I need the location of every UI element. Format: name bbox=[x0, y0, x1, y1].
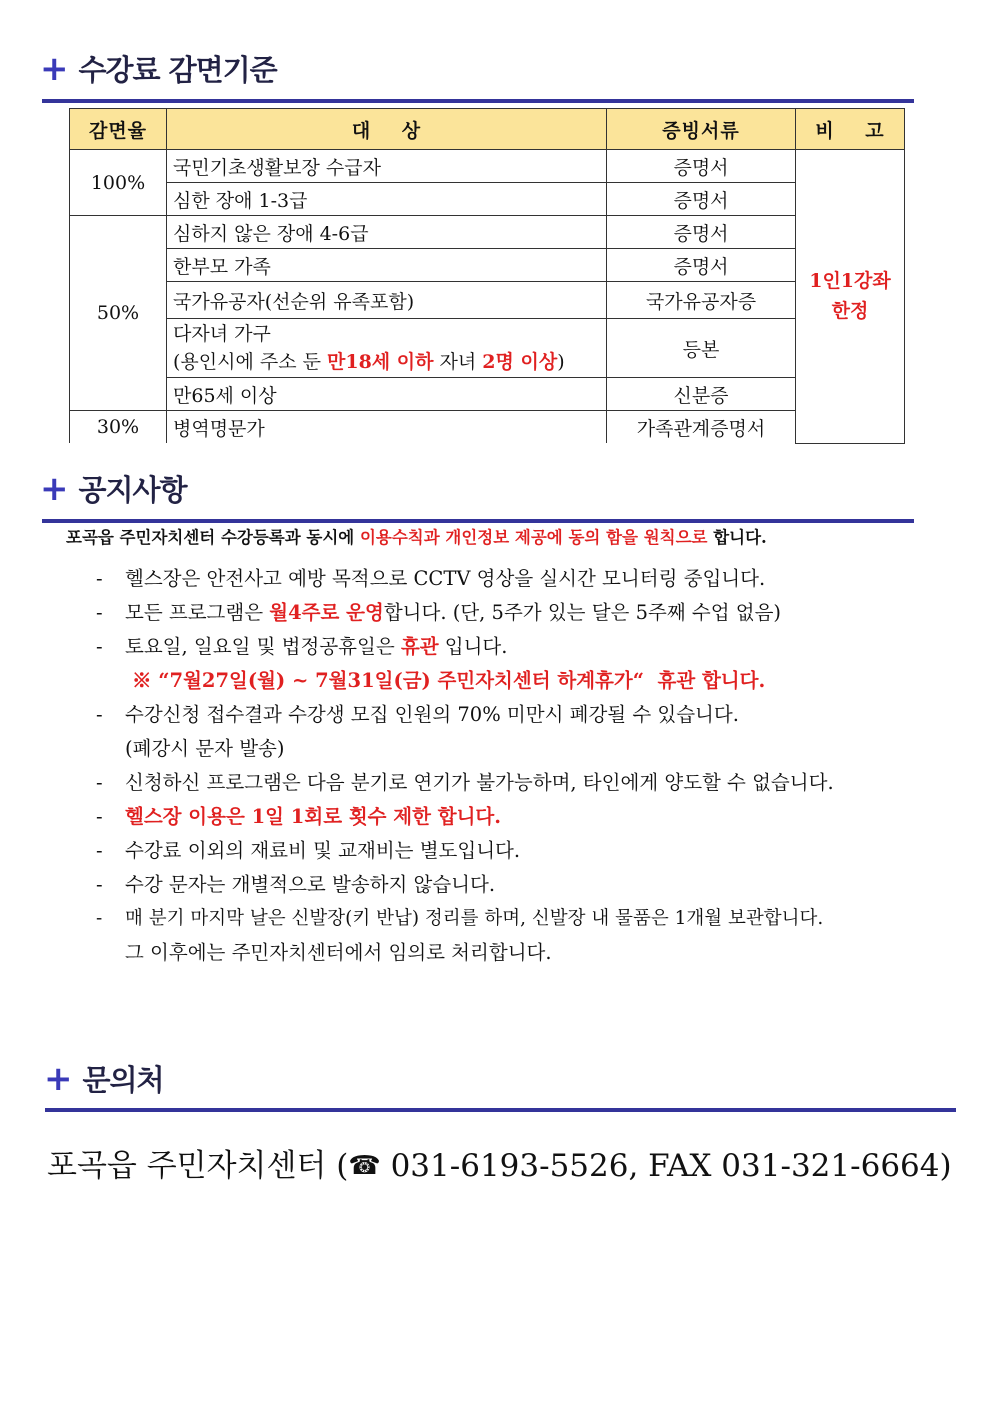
doc-cell: 국가유공자증 bbox=[607, 282, 796, 319]
item-text: 헬스장은 안전사고 예방 목적으로 CCTV 영상을 실시간 모니터링 중입니다. bbox=[125, 567, 766, 590]
contact-org: 포곡읍 주민자치센터 ( bbox=[47, 1148, 349, 1184]
doc-cell: 증명서 bbox=[607, 216, 796, 249]
dash-bullet: - bbox=[96, 908, 103, 929]
contact-numbers: 031-6193-5526, FAX 031-321-6664) bbox=[380, 1148, 952, 1184]
item-text: 토요일, 일요일 및 법정공휴일은 bbox=[125, 635, 401, 658]
list-item bbox=[96, 902, 936, 936]
rate-cell: 30% bbox=[70, 411, 167, 444]
item-text: 모든 프로그램은 bbox=[125, 601, 270, 624]
list-item bbox=[96, 698, 936, 732]
list-item bbox=[96, 664, 936, 698]
target-text: ) bbox=[557, 351, 565, 373]
target-cell: 만65세 이상 bbox=[167, 378, 607, 411]
dash-bullet: - bbox=[96, 567, 103, 590]
target-text: (용인시에 주소 둔 bbox=[173, 351, 328, 373]
target-highlight: 2명 이상 bbox=[482, 351, 558, 373]
phone-icon: ☎ bbox=[348, 1151, 381, 1181]
item-text: 수강신청 접수결과 수강생 모집 인원의 70% 미만시 폐강될 수 있습니다. bbox=[125, 703, 739, 726]
doc-cell: 증명서 bbox=[607, 249, 796, 282]
item-highlight: 헬스장 이용은 1일 1회로 횟수 제한 합니다. bbox=[125, 805, 502, 828]
item-highlight: 월4주로 운영 bbox=[269, 601, 384, 624]
rate-cell: 50% bbox=[70, 216, 167, 411]
plus-icon: + bbox=[40, 468, 69, 509]
target-cell: 국가유공자(선순위 유족포함) bbox=[167, 282, 607, 319]
table-row bbox=[70, 319, 905, 378]
target-cell: 병역명문가 bbox=[167, 411, 607, 444]
item-highlight: 휴관 bbox=[400, 635, 439, 658]
lead-text: 포곡읍 주민자치센터 수강등록과 동시에 bbox=[66, 528, 360, 547]
note-line2: 한정 bbox=[831, 300, 869, 323]
table-header-row bbox=[70, 109, 905, 150]
doc-cell: 증명서 bbox=[607, 183, 796, 216]
dash-bullet: - bbox=[96, 839, 103, 862]
list-item bbox=[96, 868, 936, 902]
item-text: (폐강시 문자 발송) bbox=[125, 737, 285, 760]
item-text: 매 분기 마지막 날은 신발장(키 반납) 정리를 하며, 신발장 내 물품은 1개월 보관합니다. bbox=[125, 908, 824, 929]
note-cell bbox=[796, 150, 905, 444]
plus-icon: + bbox=[40, 48, 69, 89]
list-item bbox=[96, 562, 936, 596]
note-line1: 1인1강좌 bbox=[809, 270, 891, 293]
item-text: 수강료 이외의 재료비 및 교재비는 별도입니다. bbox=[125, 839, 521, 862]
holiday-notice: ※ “7월27일(월) ~ 7월31일(금) 주민자치센터 하계휴가“ 휴관 합니다. bbox=[132, 669, 766, 692]
notice-section-heading bbox=[40, 468, 187, 509]
table-row bbox=[70, 216, 905, 249]
fee-reduction-table bbox=[69, 108, 905, 444]
rate-cell: 100% bbox=[70, 150, 167, 216]
target-line1: 다자녀 가구 bbox=[173, 323, 271, 345]
item-text: 그 이후에는 주민자치센터에서 임의로 처리합니다. bbox=[125, 941, 552, 964]
item-text: 수강 문자는 개별적으로 발송하지 않습니다. bbox=[125, 873, 496, 896]
target-cell: 심하지 않은 장애 4-6급 bbox=[167, 216, 607, 249]
table-row bbox=[70, 183, 905, 216]
plus-icon: + bbox=[44, 1058, 73, 1099]
item-text: 합니다. (단, 5주가 있는 달은 5주째 수업 없음) bbox=[383, 601, 782, 624]
item-text: 입니다. bbox=[438, 635, 508, 658]
target-cell: 국민기초생활보장 수급자 bbox=[167, 150, 607, 183]
header-rate: 감면율 bbox=[70, 109, 167, 150]
dash-bullet: - bbox=[96, 703, 103, 726]
target-line2 bbox=[173, 351, 565, 373]
dash-bullet: - bbox=[96, 635, 103, 658]
list-item bbox=[96, 834, 936, 868]
table-row bbox=[70, 378, 905, 411]
list-item bbox=[96, 732, 936, 766]
target-cell: 심한 장애 1-3급 bbox=[167, 183, 607, 216]
fee-section-title: 수강료 감면기준 bbox=[78, 53, 277, 87]
notice-lead bbox=[66, 524, 767, 548]
dash-bullet: - bbox=[96, 771, 103, 794]
table-row bbox=[70, 282, 905, 319]
notice-section-title: 공지사항 bbox=[78, 473, 187, 507]
table-row bbox=[70, 150, 905, 183]
list-item bbox=[96, 630, 936, 664]
doc-cell: 신분증 bbox=[607, 378, 796, 411]
notice-list bbox=[96, 562, 936, 970]
item-text: 신청하신 프로그램은 다음 분기로 연기가 불가능하며, 타인에게 양도할 수 없습니다. bbox=[125, 771, 834, 794]
target-cell: 한부모 가족 bbox=[167, 249, 607, 282]
list-item bbox=[96, 936, 936, 970]
list-item bbox=[96, 800, 936, 834]
target-highlight: 만18세 이하 bbox=[327, 351, 434, 373]
lead-highlight: 이용수칙과 개인정보 제공에 동의 함을 원칙으로 bbox=[359, 528, 708, 547]
target-text: 자녀 bbox=[433, 351, 483, 373]
list-item bbox=[96, 596, 936, 630]
list-item bbox=[96, 766, 936, 800]
fee-section-heading bbox=[40, 48, 277, 89]
doc-cell: 증명서 bbox=[607, 150, 796, 183]
section-divider bbox=[42, 99, 914, 103]
doc-cell: 등본 bbox=[607, 319, 796, 378]
lead-text: 합니다. bbox=[707, 528, 767, 547]
header-target: 대 상 bbox=[167, 109, 607, 150]
table-row bbox=[70, 249, 905, 282]
section-divider bbox=[42, 519, 914, 523]
doc-cell: 가족관계증명서 bbox=[607, 411, 796, 444]
section-divider bbox=[45, 1108, 956, 1112]
header-doc: 증빙서류 bbox=[607, 109, 796, 150]
target-cell bbox=[167, 319, 607, 378]
dash-bullet: - bbox=[96, 805, 103, 828]
dash-bullet: - bbox=[96, 601, 103, 624]
dash-bullet: - bbox=[96, 873, 103, 896]
contact-section-title: 문의처 bbox=[82, 1063, 164, 1097]
contact-section-heading bbox=[44, 1058, 164, 1099]
header-note: 비 고 bbox=[796, 109, 905, 150]
table-row bbox=[70, 411, 905, 444]
contact-info bbox=[47, 1140, 952, 1185]
